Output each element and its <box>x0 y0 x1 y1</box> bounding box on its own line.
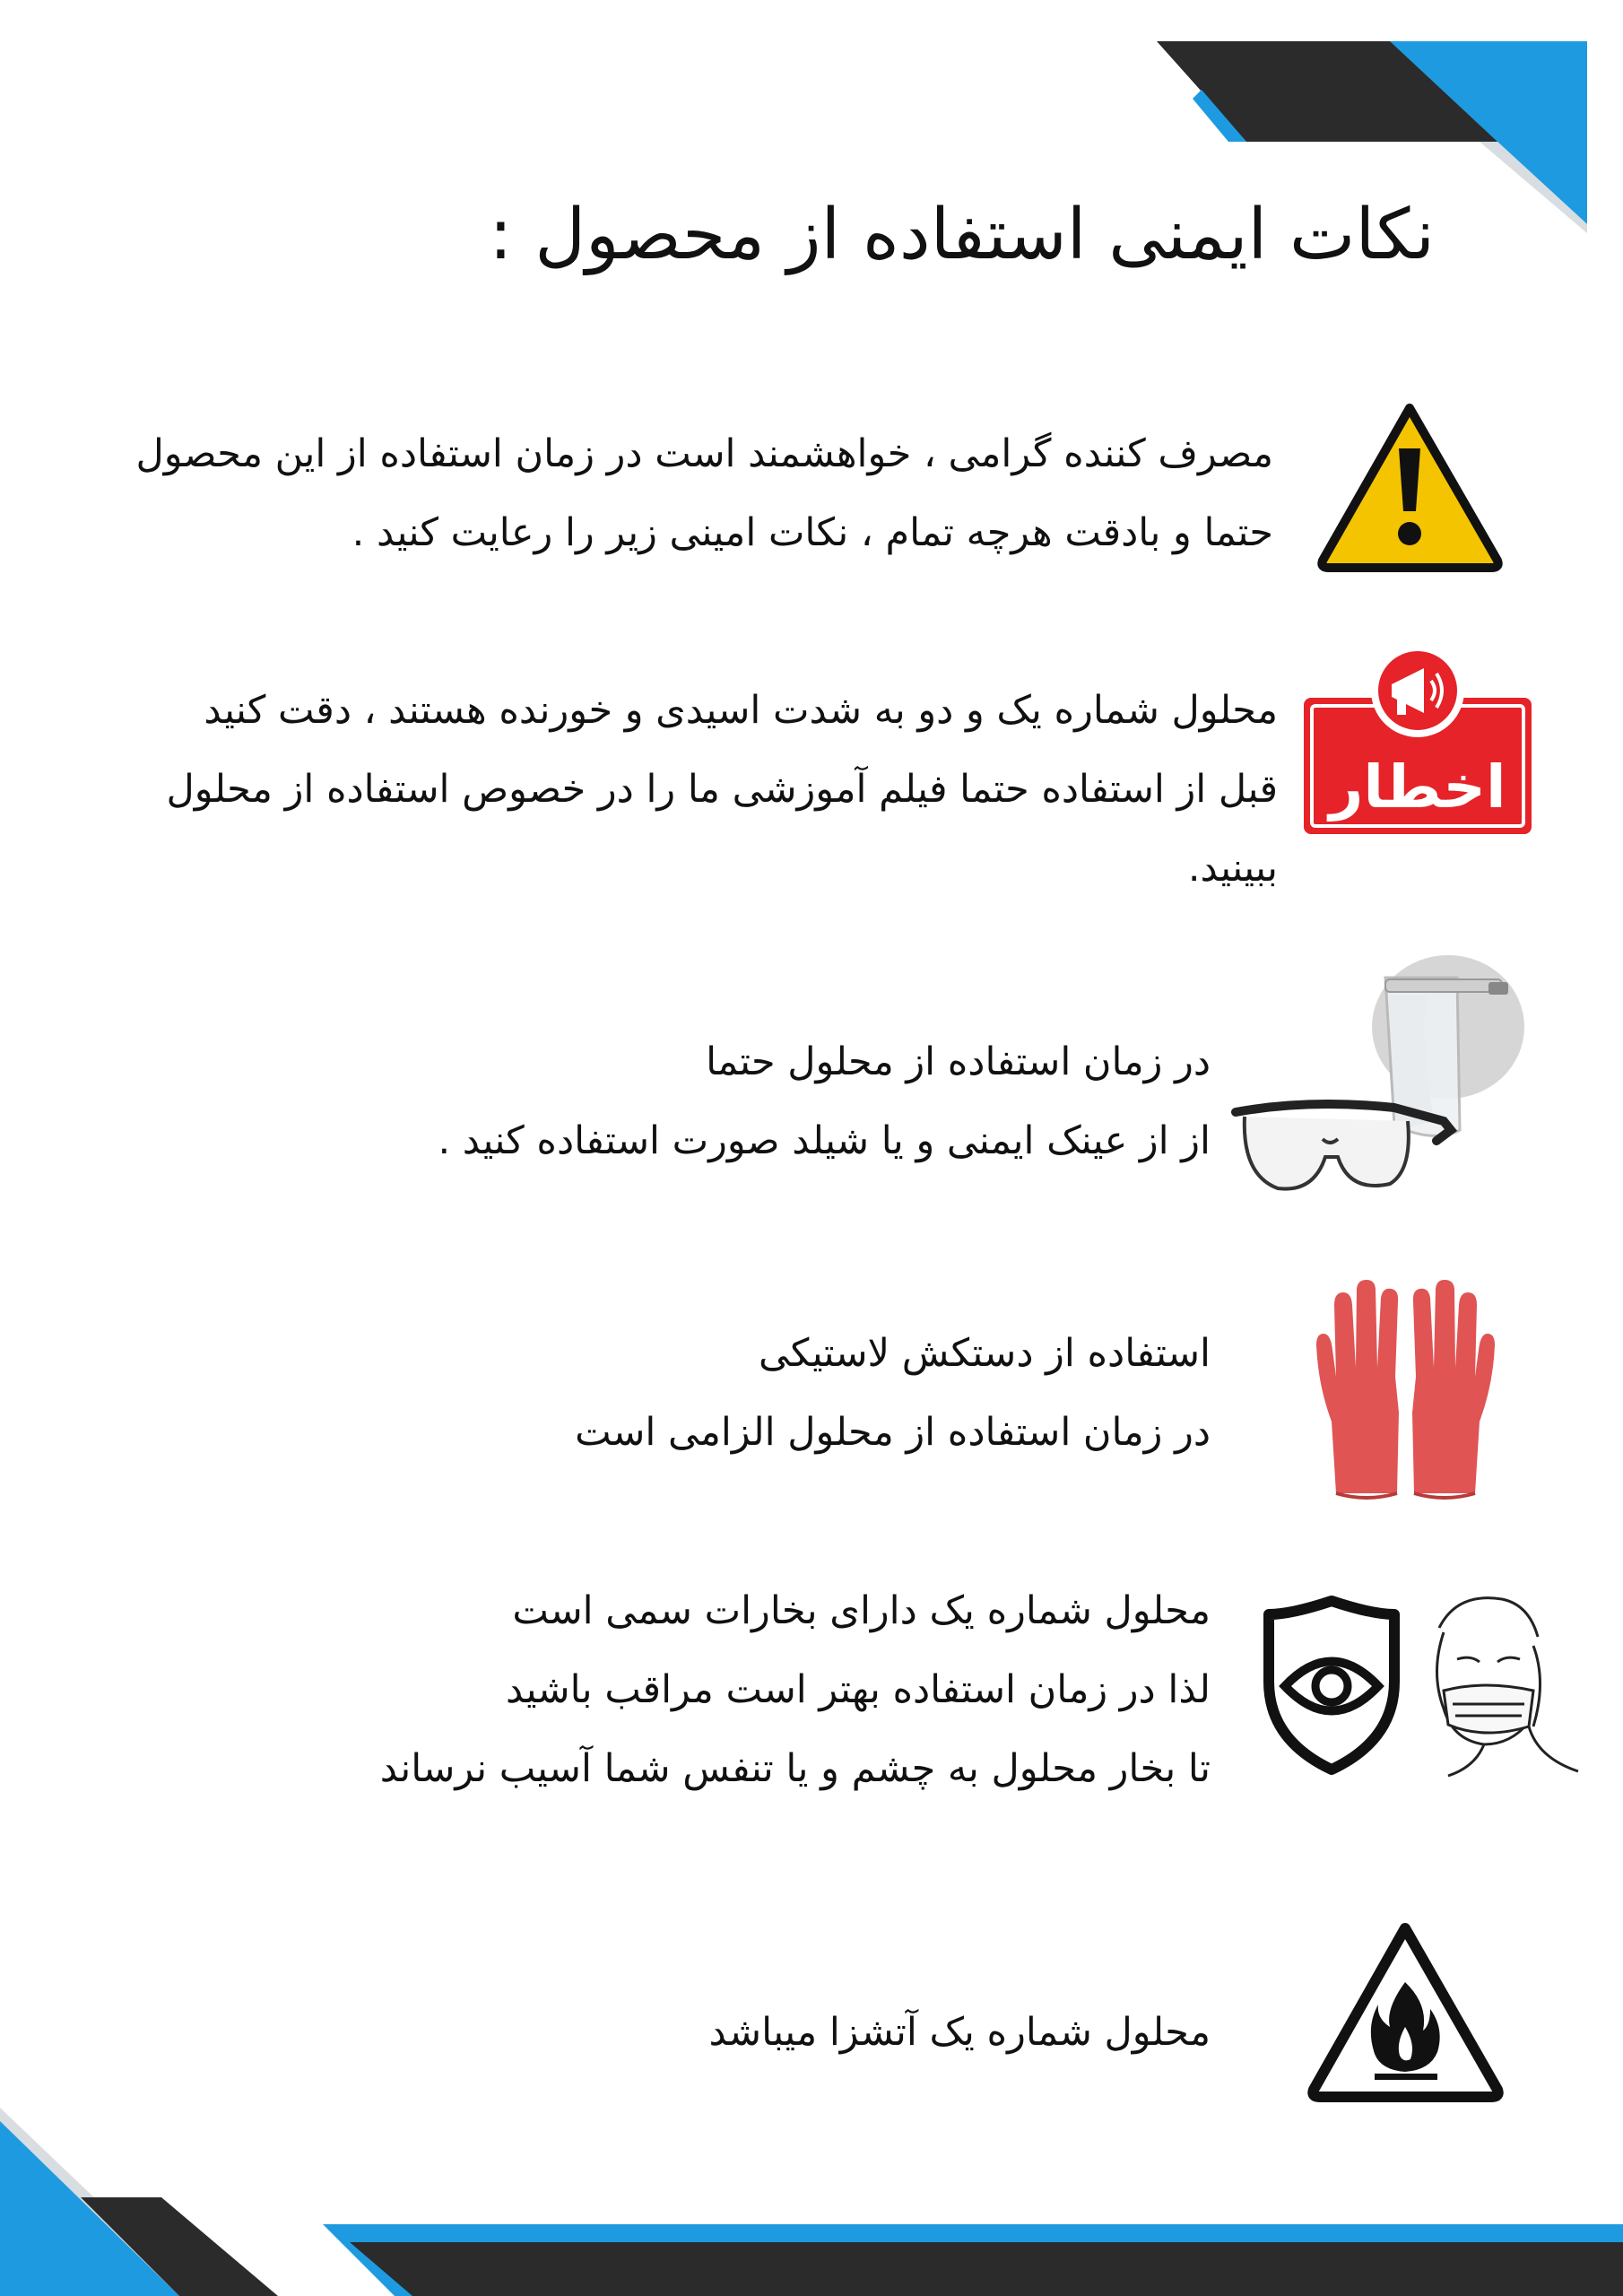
section-2-text <box>36 671 1278 908</box>
text-line: محلول شماره یک آتشزا میباشد <box>708 2010 1211 2055</box>
text-line: حتما و بادقت هرچه تمام ، نکات امینی زیر را رعایت کنید . <box>352 510 1273 555</box>
flammable-icon <box>1305 1919 1506 2103</box>
section-1-text <box>36 414 1273 572</box>
text-line: از از عینک ایمنی و یا شیلد صورت استفاده کنید . <box>438 1118 1211 1163</box>
danger-sign-icon <box>1300 641 1535 839</box>
page-title: نکات ایمنی استفاده از محصول : <box>489 195 1435 276</box>
text-line: تا بخار محلول به چشم و یا تنفس شما آسیب نرساند <box>379 1746 1211 1791</box>
rubber-gloves-icon <box>1309 1278 1502 1502</box>
text-line: قبل از استفاده حتما فیلم آموزشی ما را در خصوص استفاده از محلول <box>166 767 1278 812</box>
warning-icon <box>1314 399 1506 574</box>
text-line: ببینید. <box>1187 846 1278 891</box>
text-line: محلول شماره یک دارای بخارات سمی است <box>512 1588 1211 1633</box>
text-line: لذا در زمان استفاده بهتر است مراقب باشید <box>506 1667 1211 1712</box>
text-line: در زمان استفاده از محلول الزامی است <box>575 1410 1211 1455</box>
text-line: استفاده از دستکش لاستیکی <box>758 1331 1211 1376</box>
text-line: در زمان استفاده از محلول حتما <box>706 1039 1211 1084</box>
mask-face-icon <box>1437 1598 1579 1776</box>
text-line: مصرف کننده گرامی ، خواهشمند است در زمان استفاده از این محصول <box>135 431 1273 476</box>
text-line: محلول شماره یک و دو به شدت اسیدی و خورنده هستند ، دقت کنید <box>204 688 1278 733</box>
eye-shield-mask-icon <box>1260 1592 1583 1780</box>
eye-shield-icon <box>1269 1601 1394 1770</box>
danger-sign-label: اخطار <box>1329 752 1506 822</box>
section-4-text <box>36 1314 1211 1472</box>
section-5-text <box>36 1571 1211 1808</box>
bottom-left-corner-decoration <box>0 2090 1623 2296</box>
section-3-text <box>36 1022 1211 1180</box>
section-6-text <box>36 1993 1211 2072</box>
safety-glasses-face-shield-icon <box>1228 942 1533 1238</box>
